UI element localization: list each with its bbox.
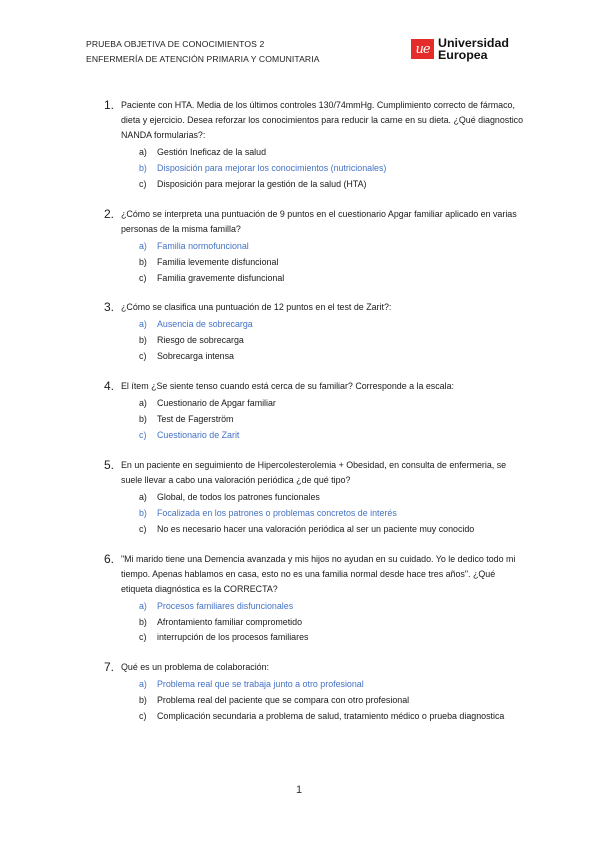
ue-logo-icon: ue [411, 39, 434, 59]
question-list [104, 97, 524, 738]
question-3 [104, 299, 524, 365]
question-number: 2. [104, 206, 115, 221]
question-number: 1. [104, 98, 115, 112]
answer-options [139, 599, 524, 647]
question-text: ¿Cómo se interpreta una puntuación de 9 puntos en el cuestionario Apgar familiar aplicado en varias personas de la misma familla? [121, 208, 517, 234]
document-header [86, 37, 320, 67]
answer-option-b: b) Riesgo de sobrecarga [139, 335, 244, 346]
answer-option-c: c) Disposición para mejorar la gestión de la salud (HTA) [139, 178, 367, 189]
answer-option-a-correct: a) Ausencia de sobrecarga [139, 319, 253, 330]
answer-option-c: c) interrupción de los procesos familiares [139, 632, 309, 643]
answer-options [139, 239, 524, 287]
answer-option-a: a) Cuestionario de Apgar familiar [139, 398, 276, 409]
question-number: 5. [104, 457, 115, 472]
course-title: ENFERMERÍA DE ATENCIÓN PRIMARIA Y COMUNITARIA [86, 54, 320, 64]
question-4 [104, 378, 524, 444]
answer-option-b: b) Familia levemente disfuncional [139, 256, 279, 267]
answer-options [139, 145, 524, 193]
question-number: 3. [104, 300, 115, 315]
question-text: Qué es un problema de colaboración: [121, 662, 270, 673]
question-text: El ítem ¿Se siente tenso cuando está cerca de su familiar? Corresponde a la escala: [121, 381, 454, 392]
answer-option-b-correct: b) Focalizada en los patrones o problemas concretos de interés [139, 507, 397, 518]
question-2 [104, 206, 524, 287]
answer-option-b: b) Problema real del paciente que se compara con otro profesional [139, 695, 410, 706]
question-5 [104, 457, 524, 538]
answer-options [139, 490, 524, 538]
answer-option-c: c) No es necesario hacer una valoración periódica al ser un paciente muy conocido [139, 523, 475, 534]
logo-wordmark: Universidad Europea [438, 36, 509, 62]
question-text: Paciente con HTA. Media de los últimos controles 130/74mmHg. Cumplimiento correcto de fármaco, dieta y ejercicio. Desea reforzar los conocimientos para reducir la carne en su dieta. ¿Qué diagnostico NANDA formularias?: [121, 100, 524, 140]
answer-options [139, 396, 524, 444]
answer-option-a: a) Global, de todos los patrones funcionales [139, 491, 320, 502]
exam-title: PRUEBA OBJETIVA DE CONOCIMIENTOS 2 [86, 39, 265, 49]
answer-option-c: c) Sobrecarga intensa [139, 351, 234, 362]
page-number: 1 [296, 784, 303, 796]
question-number: 6. [104, 551, 115, 566]
answer-option-a-correct: a) Problema real que se trabaja junto a otro profesional [139, 679, 364, 690]
answer-option-c-correct: c) Cuestionario de Zarit [139, 429, 240, 440]
question-7 [104, 659, 524, 725]
question-text: ¿Cómo se clasifica una puntuación de 12 puntos en el test de Zarit?: [121, 302, 392, 313]
university-logo [411, 37, 509, 61]
answer-option-a-correct: a) Familia normofuncional [139, 240, 249, 251]
answer-options [139, 677, 524, 725]
question-number: 7. [104, 660, 115, 675]
answer-options [139, 317, 524, 365]
answer-option-b: b) Afrontamiento familiar comprometido [139, 616, 303, 627]
question-text: "Mi marido tiene una Demencia avanzada y mis hijos no ayudan en su cuidado. Yo le dedico todo mi tiempo. Apenas hablamos en casa, esto no es una familia normal desde hace tres años". ¿Qué etiqueta diagnóstica es la CORRECTA? [121, 553, 516, 594]
answer-option-a-correct: a) Procesos familiares disfuncionales [139, 600, 294, 611]
answer-option-c: c) Familia gravemente disfuncional [139, 272, 285, 283]
answer-option-a: a) Gestión Ineficaz de la salud [139, 147, 267, 157]
question-text: En un paciente en seguimiento de Hipercolesterolemia + Obesidad, en consulta de enfermeria, se suele llevar a cabo una valoración periódica ¿de qué tipo? [121, 459, 507, 485]
answer-option-c: c) Complicación secundaria a problema de salud, tratamiento médico o prueba diagnostica [139, 711, 505, 722]
question-1 [104, 97, 524, 193]
question-6 [104, 551, 524, 647]
question-number: 4. [104, 379, 115, 394]
answer-option-b-correct: b) Disposición para mejorar los conocimientos (nutricionales) [139, 162, 387, 173]
answer-option-b: b) Test de Fagerström [139, 414, 234, 425]
